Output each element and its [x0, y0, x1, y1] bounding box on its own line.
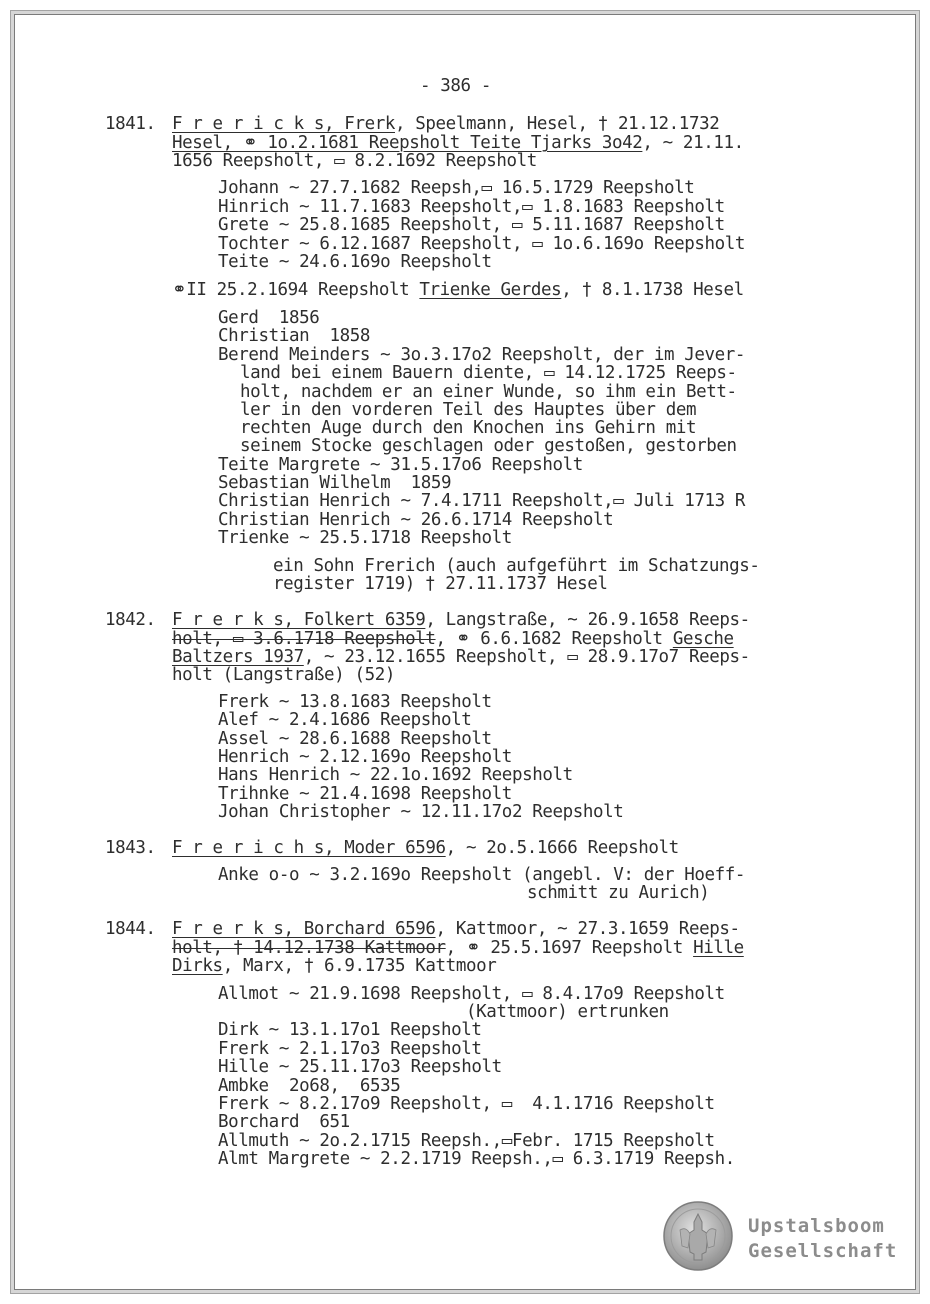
entry-1841-line3: 1656 Reepsholt, ▭ 8.2.1692 Reepsholt	[172, 151, 537, 171]
entry-1844-child: Almt Margrete ~ 2.2.1719 Reepsh.,▭ 6.3.1719 Reepsh.	[218, 1149, 735, 1169]
entry-1841-note: register 1719) † 27.11.1737 Hesel	[273, 574, 608, 594]
entry-1844-child: Allmot ~ 21.9.1698 Reepsholt, ▭ 8.4.17o9 Reepsholt	[218, 984, 725, 1004]
entry-1841-marriage2-date: ⚭II 25.2.1694 Reepsholt	[172, 280, 420, 300]
entry-1844-child: Allmuth ~ 2o.2.1715 Reepsh.,▭Febr. 1715 Reepsholt	[218, 1131, 715, 1151]
entry-1842-child: Henrich ~ 2.12.169o Reepsholt	[218, 747, 512, 767]
entry-1844-child-cont: (Kattmoor) ertrunken	[466, 1002, 669, 1022]
entry-1842-line3-rest: , ~ 23.12.1655 Reepsholt, ▭ 28.9.17o7 Reeps-	[303, 647, 750, 667]
entry-1841-line1-rest: , Speelmann, Hesel, † 21.12.1732	[395, 114, 720, 134]
entry-1843-line1-rest: , ~ 2o.5.1666 Reepsholt	[445, 838, 679, 858]
entry-1844-line1-rest: , Kattmoor, ~ 27.3.1659 Reeps-	[435, 919, 740, 939]
entry-1843-child: Anke o-o ~ 3.2.169o Reepsholt (angebl. V: der Hoeff-	[218, 865, 746, 885]
entry-1841-child2-cont: land bei einem Bauern diente, ▭ 14.12.1725 Reeps-	[240, 363, 737, 383]
entry-1841-child: Tochter ~ 6.12.1687 Reepsholt, ▭ 1o.6.169o Reepsholt	[218, 234, 746, 254]
entry-1842-child: Alef ~ 2.4.1686 Reepsholt	[218, 710, 472, 730]
entry-1841-spouse: Teite Tjarks 3o42	[470, 133, 643, 153]
entry-1842-child: Johan Christopher ~ 12.11.17o2 Reepsholt	[218, 802, 624, 822]
entry-1842-line1	[172, 611, 750, 630]
entry-1841-line2-b: , ~ 21.11.	[642, 133, 744, 153]
entry-1841-child2: Gerd 1856	[218, 308, 320, 328]
brand-line1: Upstalsboom	[748, 1215, 885, 1237]
entry-1841-child: Hinrich ~ 11.7.1683 Reepsholt,▭ 1.8.1683 Reepsholt	[218, 197, 725, 217]
entry-1842-number: 1842.	[105, 610, 156, 630]
entry-1844-child: Frerk ~ 8.2.17o9 Reepsholt, ▭ 4.1.1716 Reepsholt	[218, 1094, 715, 1114]
entry-1844-spouse-cont: Dirks	[172, 956, 223, 976]
entry-1841-spouse2: Trienke Gerdes	[419, 280, 562, 300]
entry-1841-marriage2-rest: , † 8.1.1738 Hesel	[561, 280, 744, 300]
entry-1841-line2-a: Hesel, ⚭ 1o.2.1681 Reepsholt	[172, 133, 471, 153]
entry-1842-line2-a: holt, ▭ 3.6.1718 Reepsholt	[172, 629, 436, 649]
entry-1841-child2-cont: holt, nachdem er an einer Wunde, so ihm ein Bett-	[240, 382, 737, 402]
entry-1842-spouse: Gesche	[672, 629, 734, 649]
page-number: - 386 -	[420, 76, 491, 96]
entry-1841-marriage2	[172, 281, 744, 300]
entry-1843-surname: F r e r i c h s, Moder 6596	[172, 838, 446, 858]
entry-1842-surname: F r e r k s, Folkert 6359	[172, 610, 426, 630]
entry-1844-line2-b: , ⚭ 25.5.1697 Reepsholt	[445, 938, 694, 958]
entry-1844-line3-rest: , Marx, † 6.9.1735 Kattmoor	[222, 956, 497, 976]
entry-1841-child: Grete ~ 25.8.1685 Reepsholt, ▭ 5.11.1687 Reepsholt	[218, 215, 725, 235]
entry-1841-child2: Christian 1858	[218, 326, 371, 346]
entry-1844-line3	[172, 957, 496, 976]
entry-1844-surname: F r e r k s, Borchard 6596	[172, 919, 436, 939]
entry-1843-child-cont: schmitt zu Aurich)	[527, 883, 710, 903]
entry-1844-line1	[172, 920, 740, 939]
entry-1842-child: Trihnke ~ 21.4.1698 Reepsholt	[218, 784, 512, 804]
entry-1844-number: 1844.	[105, 919, 156, 939]
entry-1841-child2-cont: ler in den vorderen Teil des Hauptes über dem	[240, 400, 697, 420]
entry-1844-line2-a: holt, † 14.12.1738 Kattmoor	[172, 938, 446, 958]
entry-1841-child2: Christian Henrich ~ 7.4.1711 Reepsholt,▭ Juli 1713 R	[218, 491, 746, 511]
entry-1843-number: 1843.	[105, 838, 156, 858]
society-logo	[662, 1200, 900, 1272]
entry-1842-line4: holt (Langstraße) (52)	[172, 665, 395, 685]
entry-1842-child: Frerk ~ 13.8.1683 Reepsholt	[218, 692, 492, 712]
entry-1844-child: Frerk ~ 2.1.17o3 Reepsholt	[218, 1039, 482, 1059]
brand-text	[748, 1214, 897, 1264]
entry-1841-note: ein Sohn Frerich (auch aufgeführt im Schatzungs-	[273, 556, 760, 576]
entry-1841-child: Teite ~ 24.6.169o Reepsholt	[218, 252, 492, 272]
entry-1841-child2: Sebastian Wilhelm 1859	[218, 473, 452, 493]
entry-1841-child2: Trienke ~ 25.5.1718 Reepsholt	[218, 528, 512, 548]
seal-icon	[662, 1200, 734, 1272]
brand-line2: Gesellschaft	[748, 1240, 898, 1262]
entry-1841-child: Johann ~ 27.7.1682 Reepsh,▭ 16.5.1729 Reepsholt	[218, 178, 695, 198]
entry-1841-line1	[172, 115, 719, 134]
entry-1842-child: Hans Henrich ~ 22.1o.1692 Reepsholt	[218, 765, 573, 785]
entry-1844-child: Ambke 2o68, 6535	[218, 1076, 401, 1096]
entry-1844-child: Borchard 651	[218, 1112, 350, 1132]
entry-1842-spouse-cont: Baltzers 1937	[172, 647, 304, 667]
entry-1841-child2: Berend Meinders ~ 3o.3.17o2 Reepsholt, der im Jever-	[218, 345, 746, 365]
entry-1842-line2-b: , ⚭ 6.6.1682 Reepsholt	[435, 629, 673, 649]
entry-1843-line1	[172, 839, 679, 858]
entry-1841-child2-cont: seinem Stocke geschlagen oder gestoßen, gestorben	[240, 436, 737, 456]
entry-1841-number: 1841.	[105, 114, 156, 134]
entry-1841-child2: Christian Henrich ~ 26.6.1714 Reepsholt	[218, 510, 614, 530]
entry-1842-line1-rest: , Langstraße, ~ 26.9.1658 Reeps-	[425, 610, 750, 630]
entry-1844-child: Hille ~ 25.11.17o3 Reepsholt	[218, 1057, 502, 1077]
entry-1842-child: Assel ~ 28.6.1688 Reepsholt	[218, 729, 492, 749]
entry-1841-child2-cont: rechten Auge durch den Knochen ins Gehirn mit	[240, 418, 697, 438]
entry-1844-spouse: Hille	[693, 938, 744, 958]
entry-1841-child2: Teite Margrete ~ 31.5.17o6 Reepsholt	[218, 455, 583, 475]
entry-1844-child: Dirk ~ 13.1.17o1 Reepsholt	[218, 1020, 482, 1040]
entry-1841-surname: F r e r i c k s, Frerk	[172, 114, 395, 134]
